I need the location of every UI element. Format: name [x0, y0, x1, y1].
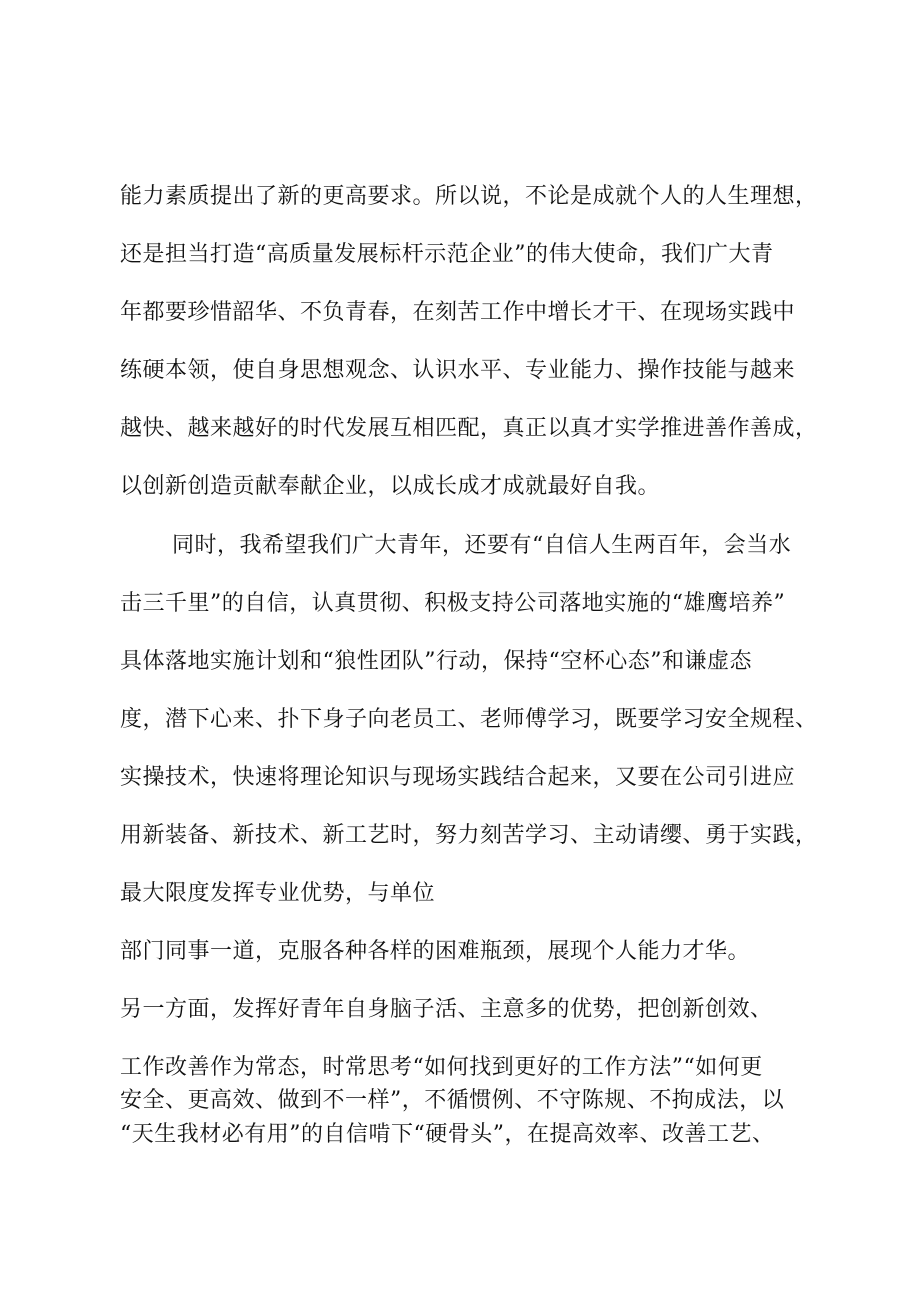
text-line: 最大限度发挥专业优势，与单位: [120, 881, 436, 906]
text-line: 具体落地实施计划和“狼性团队”行动，保持“空杯心态”和谦虚态: [120, 649, 752, 674]
text-line: 以创新创造贡献奉献企业，以成长成才成就最好自我。: [120, 474, 661, 499]
text-line: 同时，我希望我们广大青年，还要有“自信人生两百年，会当水: [172, 533, 792, 558]
text-line: 另一方面，发挥好青年自身脑子活、主意多的优势，把创新创效、: [120, 997, 773, 1022]
text-line: 击三千里”的自信，认真贯彻、积极支持公司落地实施的“雄鹰培养”: [120, 591, 786, 616]
text-line: 部门同事一道，克服各种各样的困难瓶颈，展现个人能力才华。: [120, 939, 751, 964]
text-line: 越快、越来越好的时代发展互相匹配，真正以真才实学推进善作善成，: [120, 416, 818, 441]
text-line: 工作改善作为常态，时常思考“如何找到更好的工作方法”“如何更: [120, 1055, 763, 1080]
text-line: 年都要珍惜韶华、不负青春，在刻苦工作中增长才干、在现场实践中: [120, 300, 796, 325]
text-line: 能力素质提出了新的更高要求。所以说，不论是成就个人的人生理想，: [120, 184, 818, 209]
text-line: 度，潜下心来、扑下身子向老员工、老师傅学习，既要学习安全规程、: [120, 707, 818, 732]
text-line: 练硬本领，使自身思想观念、认识水平、专业能力、操作技能与越来: [120, 358, 796, 383]
text-line: 用新装备、新技术、新工艺时，努力刻苦学习、主动请缨、勇于实践，: [120, 823, 818, 848]
text-line: “天生我材必有用”的自信啃下“硬骨头”，在提高效率、改善工艺、: [120, 1122, 775, 1147]
text-line: 安全、更高效、做到不一样”，不循惯例、不守陈规、不拘成法，以: [120, 1088, 785, 1113]
text-line: 还是担当打造“高质量发展标杆示范企业”的伟大使命，我们广大青: [120, 242, 774, 267]
text-line: 实操技术，快速将理论知识与现场实践结合起来，又要在公司引进应: [120, 765, 796, 790]
